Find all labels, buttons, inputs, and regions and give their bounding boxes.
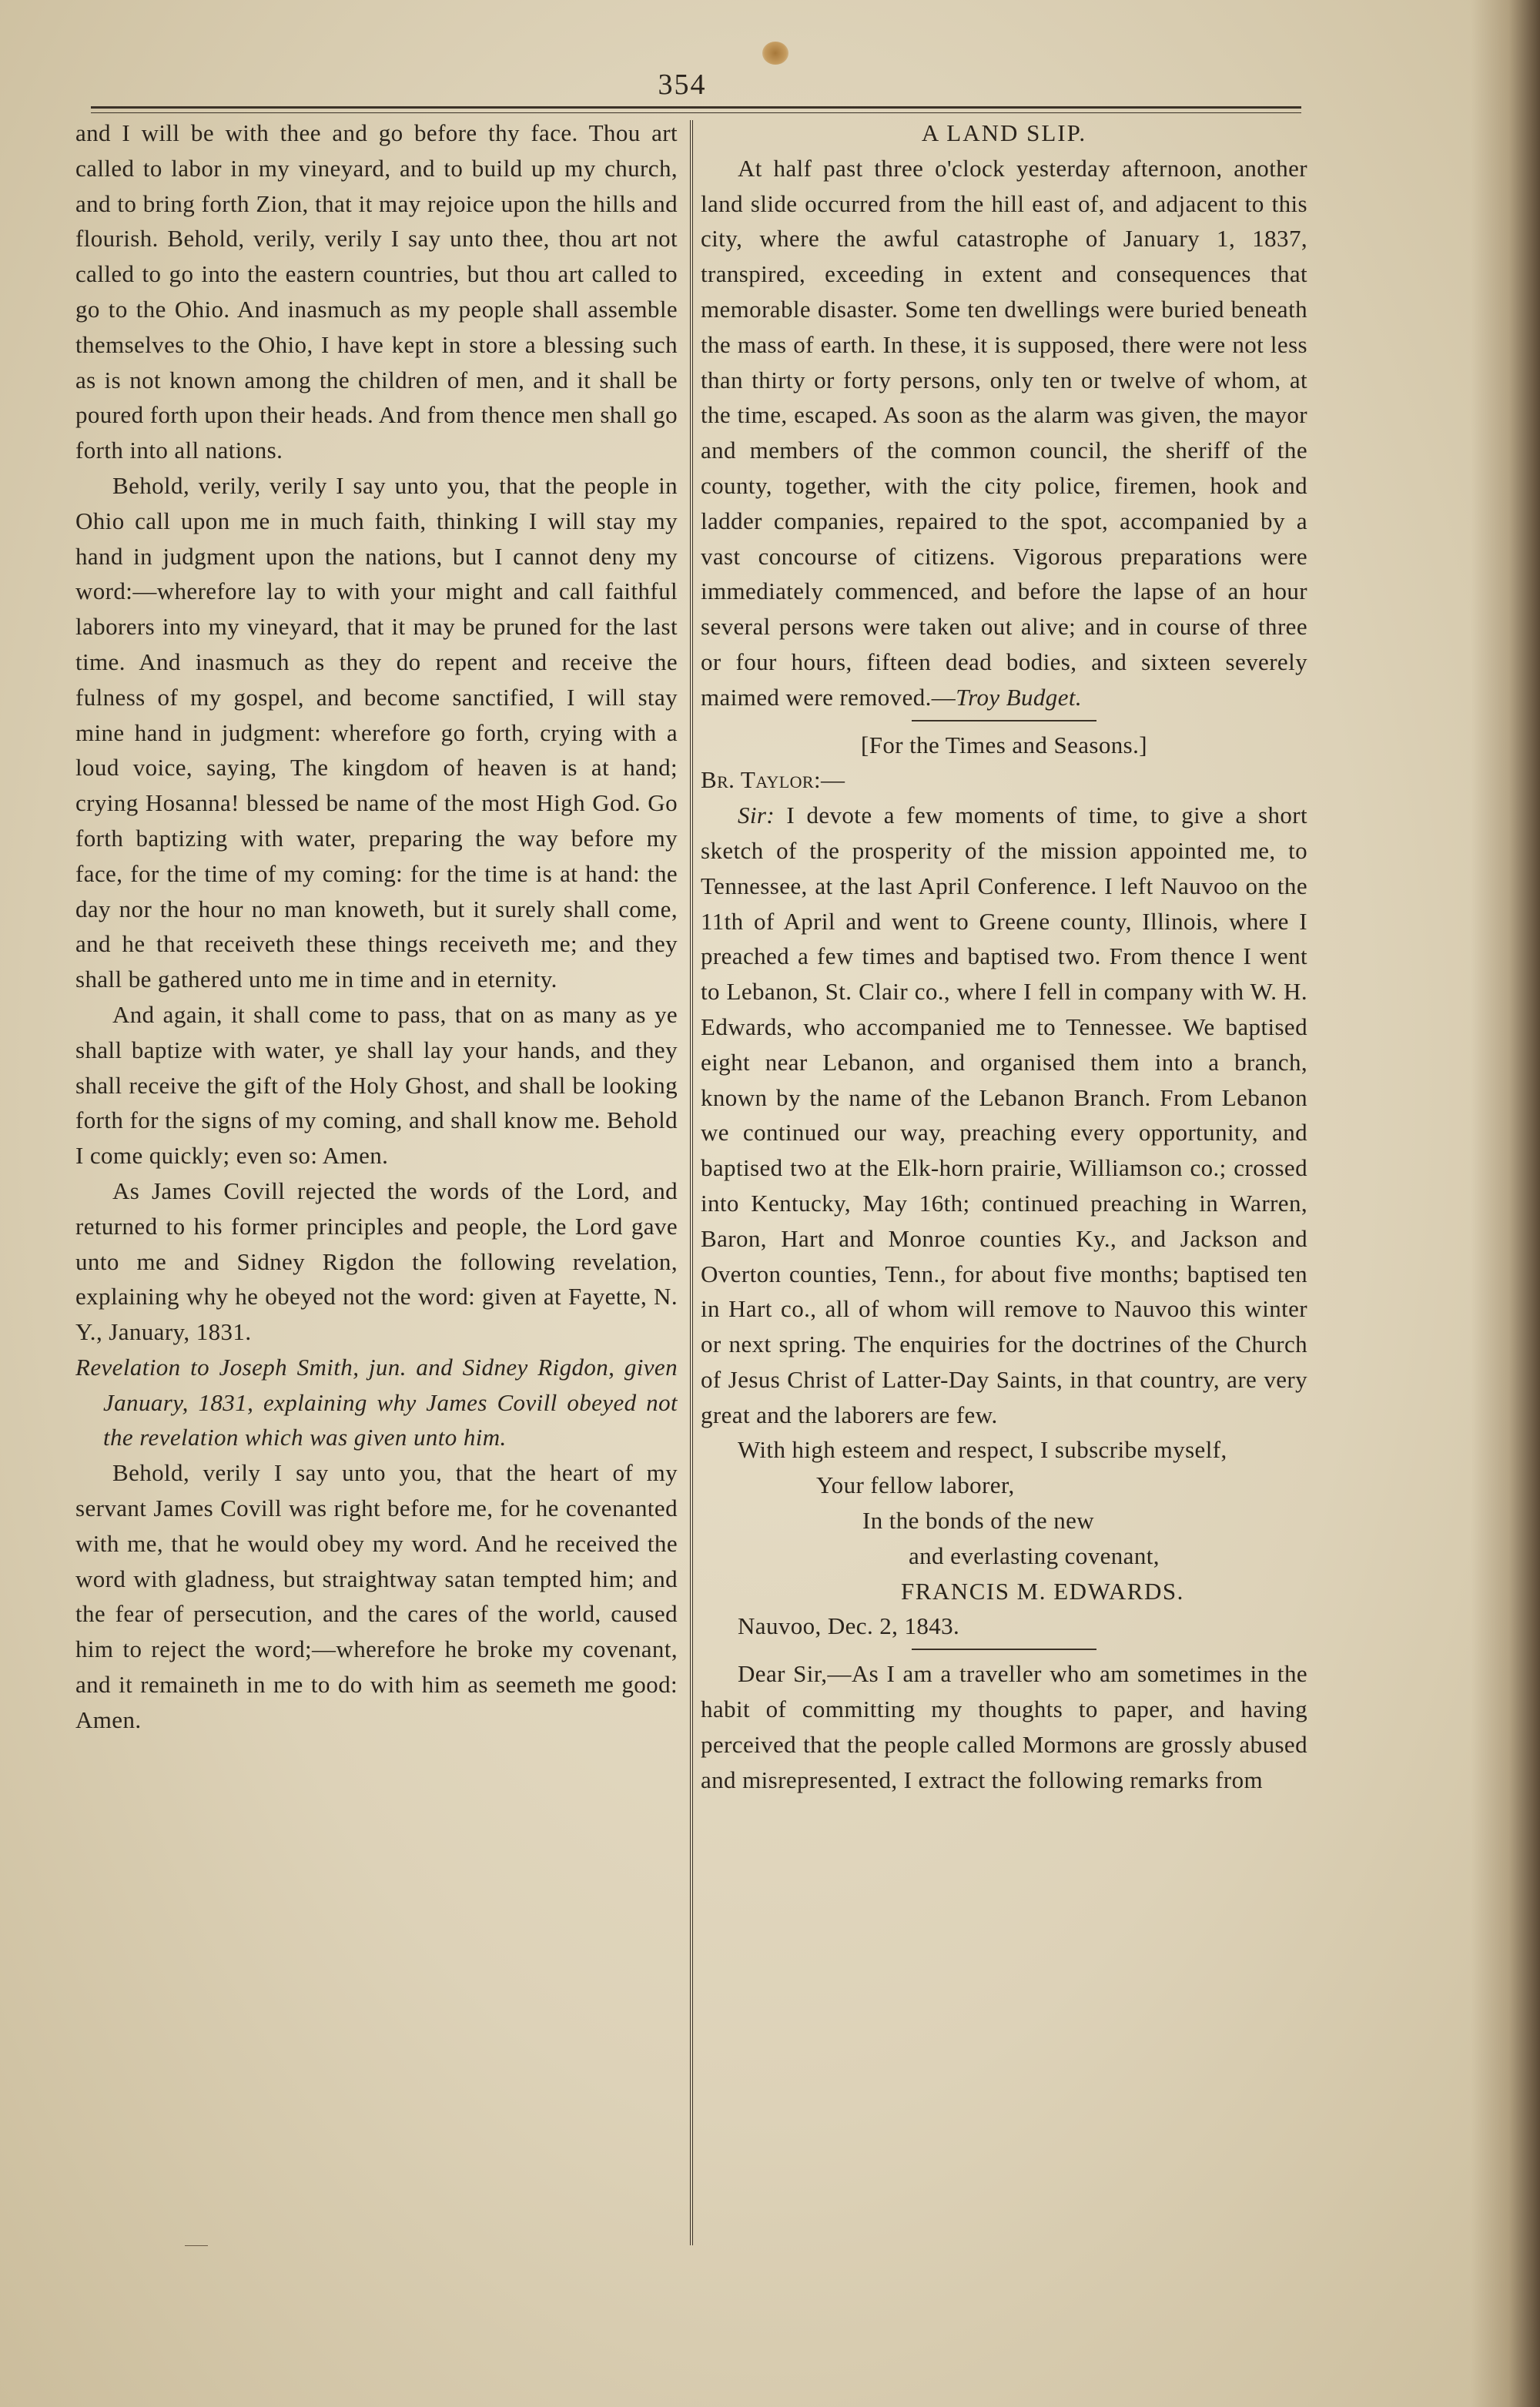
- sign-line-3: and everlasting covenant,: [909, 1542, 1160, 1569]
- sir-label: Sir:: [738, 802, 775, 829]
- letter-body: I devote a few moments of time, to give a short sketch of the prosperity of the mission appointed me, to Tennessee, at the last April Conference. I left Nauvoo on the 11th of April and went to Greene county, Illinois, where I preached a few times and baptised two. From thence I went to Lebanon, St. Clair co., where I fell in company with W. H. Edwards, who accompanied me to Tennessee. We baptised eight near Lebanon, and organised them into a branch, known by the name of the Lebanon Branch. From Lebanon we continued our way, preaching every opportunity, and baptised two at the Elk-horn prairie, Williamson co.; crossed into Kentucky, May 16th; continued preaching in Warren, Baron, Hart and Monroe counties Ky., and Jackson and Overton counties, Tenn., for about five months; baptised ten in Hart co., all of whom will remove to Nauvoo this winter or next spring. The enquiries for the doctrines of the Church of Jesus Christ of Latter-Day Saints, in that country, are very great and the laborers are few.: [701, 802, 1307, 1428]
- land-slip-body: At half past three o'clock yesterday afternoon, another land slide occurred from the hill east of, and adjacent to this city, where the awful catastrophe of January 1, 1837, transpired, exceeding in extent and consequences that memorable disaster. Some ten dwellings were buried beneath the mass of earth. In these, it is supposed, there were not less than thirty or forty persons, only ten or twelve of whom, at the time, escaped. As soon as the alarm was given, the mayor and members of the common council, the sheriff of the county, together, with the city police, firemen, hook and ladder companies, repaired to the spot, accompanied by a vast concourse of citizens. Vigorous preparations were immediately commenced, and before the lapse of an hour several persons were taken out alive; and in course of three or four hours, fifteen dead bodies, and sixteen severely maimed were removed.—: [701, 154, 1307, 711]
- revelation-paragraph-1: and I will be with thee and go before thy face. Thou art called to labor in my vineyard, and to build up my church, and to bring forth Zion, that it may rejoice upon the hills and flourish. Behold, verily, verily I say unto thee, thou art not called to go into the eastern countries, but thou art called to go to the Ohio. And inasmuch as my people shall assemble themselves to the Ohio, I have kept in store a blessing such as is not known among the children of men, and it shall be poured forth upon their heads. And from thence men shall go forth into all nations.: [75, 119, 678, 464]
- revelation-paragraph-2: Behold, verily, verily I say unto you, that the people in Ohio call upon me in much faith, thinking I will stay my hand in judgment upon the nations, but I cannot deny my word:—wherefore lay to with your might and call faithful laborers into my vineyard, that it may be pruned for the last time. And inasmuch as they do repent and receive the fulness of my gospel, and become sanctified, I will stay mine hand in judgment: wherefore go forth, crying with a loud voice, saying, The kingdom of heaven is at hand; crying Hosanna! blessed be name of the most High God. Go forth baptizing with water, preparing the way before my face, for the time of my coming: for the time is at hand: the day nor the hour no man knoweth, but it surely shall come, and he that receiveth these things receiveth me; and they shall be gathered unto me in time and in eternity.: [75, 471, 678, 993]
- footer-mark: [185, 2245, 208, 2246]
- sign-line-1: Your fellow laborer,: [816, 1471, 1015, 1499]
- land-slip-source: Troy Budget.: [956, 683, 1083, 711]
- letter-paragraph: [701, 798, 1307, 1432]
- revelation-paragraph-3: And again, it shall come to pass, that on as many as ye shall baptize with water, ye shall lay your hands, and they shall receive the gift of the Holy Ghost, and shall be looking forth for the signs of my coming, and shall know me. Behold I come quickly; even so: Amen.: [75, 1000, 678, 1170]
- covill-revelation-paragraph: Behold, verily I say unto you, that the heart of my servant James Covill was right before me, for he covenanted with me, that he would obey my word. And he received the word with gladness, but straightway satan tempted him; and the fear of persecution, and the cares of the world, caused him to reject the word;—wherefore he broke my covenant, and it remaineth in me to do with him as seemeth me good: Amen.: [75, 1459, 678, 1733]
- article-divider-2: [912, 1649, 1096, 1650]
- letter-closing: With high esteem and respect, I subscribe myself,: [738, 1436, 1227, 1464]
- right-column: [701, 115, 1307, 2248]
- page-binding-edge: [1471, 0, 1540, 2407]
- land-slip-article: [701, 151, 1307, 715]
- page-number: 354: [658, 69, 707, 101]
- for-times-and-seasons: [For the Times and Seasons.]: [860, 731, 1147, 758]
- place-date: Nauvoo, Dec. 2, 1843.: [738, 1612, 960, 1640]
- ink-stain: [762, 42, 788, 65]
- header-rule-thin: [91, 112, 1301, 113]
- sign-line-2: In the bonds of the new: [862, 1507, 1095, 1535]
- left-column: [75, 115, 678, 2248]
- land-slip-title: A LAND SLIP.: [921, 119, 1087, 146]
- dear-sir-paragraph: Dear Sir,—As I am a traveller who am sometimes in the habit of committing my thoughts to paper, and having perceived that the people called Mormons are grossly abused and misrepresented, I extract the following remarks from: [701, 1660, 1307, 1793]
- covill-intro-paragraph: As James Covill rejected the words of the Lord, and returned to his former principles and people, the Lord gave unto me and Sidney Rigdon the following revelation, explaining why he obeyed not the word: given at Fayette, N. Y., January, 1831.: [75, 1177, 678, 1346]
- header-rule: [91, 106, 1301, 109]
- column-divider: [690, 120, 693, 2245]
- letter-salutation: Br. Taylor:—: [701, 766, 845, 794]
- signature: FRANCIS M. EDWARDS.: [901, 1577, 1184, 1605]
- article-divider: [912, 720, 1096, 721]
- revelation-heading: Revelation to Joseph Smith, jun. and Sidney Rigdon, given January, 1831, explaining why James Covill obeyed not the revelation which was given unto him.: [75, 1353, 678, 1451]
